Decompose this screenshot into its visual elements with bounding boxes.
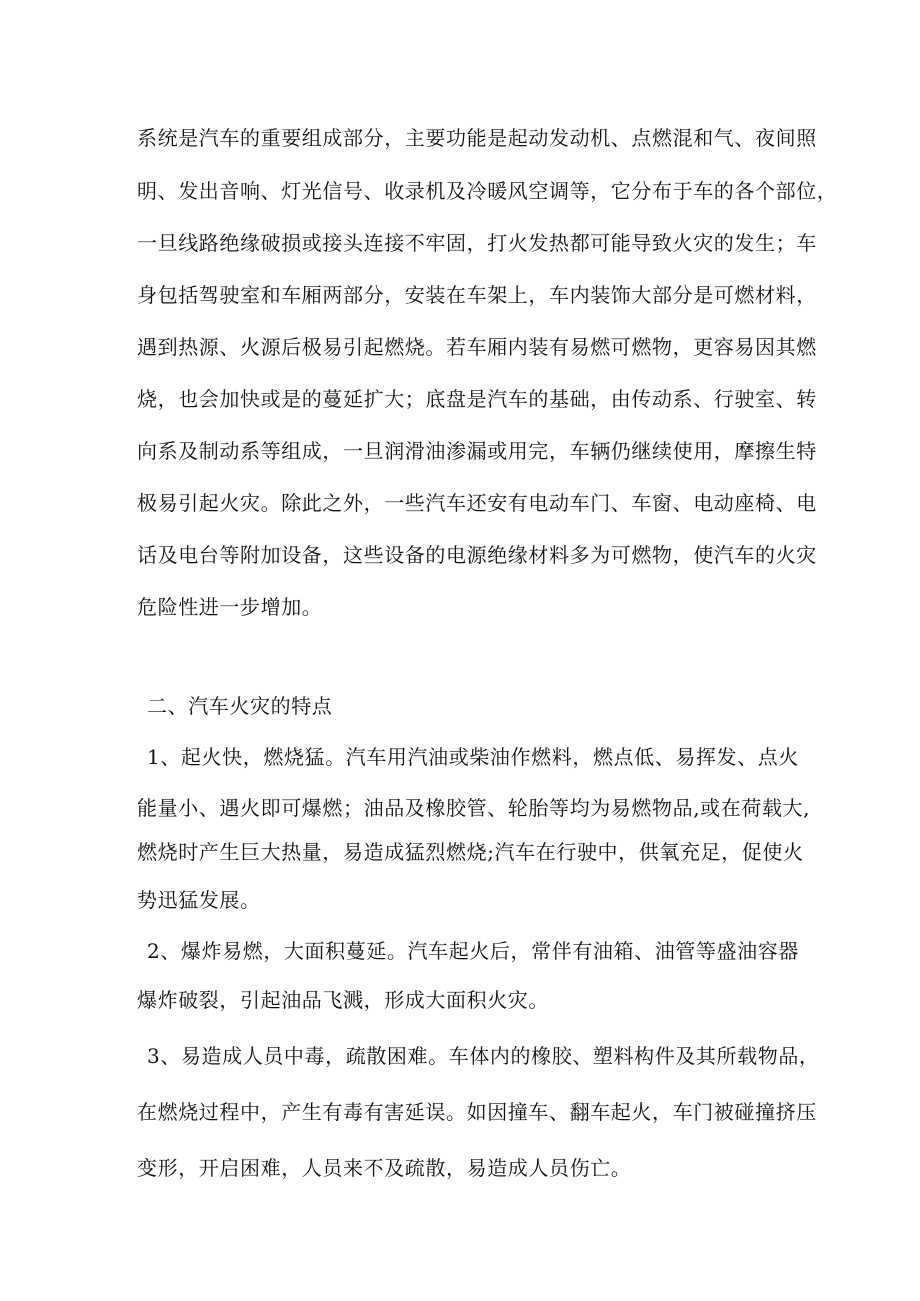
paragraph-line: 遇到热源、火源后极易引起燃烧。若车厢内装有易燃可燃物，更容易因其燃 (137, 335, 817, 359)
item-3-line: 3、易造成人员中毒，疏散困难。车体内的橡胶、塑料构件及其所载物品， (147, 1044, 820, 1068)
paragraph-line: 危险性进一步增加。 (137, 595, 323, 619)
paragraph-line: 一旦线路绝缘破损或接头连接不牢固，打火发热都可能导致火灾的发生；车 (137, 231, 817, 255)
paragraph-line: 话及电台等附加设备，这些设备的电源绝缘材料多为可燃物，使汽车的火灾 (137, 543, 817, 567)
paragraph-line: 极易引起火灾。除此之外，一些汽车还安有电动车门、车窗、电动座椅、电 (137, 491, 817, 515)
item-1-line: 能量小、遇火即可爆燃；油品及橡胶管、轮胎等均为易燃物品,或在荷载大, (137, 796, 811, 820)
item-1-line: 燃烧时产生巨大热量，易造成猛烈燃烧;汽车在行驶中，供氧充足，促使火 (137, 840, 804, 864)
paragraph-line: 烧，也会加快或是的蔓延扩大；底盘是汽车的基础，由传动系、行驶室、转 (137, 387, 817, 411)
item-2-line: 2、爆炸易燃，大面积蔓延。汽车起火后，常伴有油箱、油管等盛油容器 (147, 939, 799, 963)
paragraph-line: 系统是汽车的重要组成部分，主要功能是起动发动机、点燃混和气、夜间照 (137, 126, 817, 150)
section-heading: 二、汽车火灾的特点 (147, 694, 333, 718)
paragraph-line: 身包括驾驶室和车厢两部分，安装在车架上，车内装饰大部分是可燃材料， (137, 283, 817, 307)
paragraph-line: 明、发出音响、灯光信号、收录机及冷暖风空调等，它分布于车的各个部位， (137, 179, 838, 203)
item-3-line: 变形，开启困难，人员来不及疏散，易造成人员伤亡。 (137, 1156, 632, 1180)
item-1-line: 势迅猛发展。 (137, 888, 261, 912)
item-3-line: 在燃烧过程中，产生有毒有害延误。如因撞车、翻车起火，车门被碰撞挤压 (137, 1100, 817, 1124)
item-2-line: 爆炸破裂，引起油品飞溅，形成大面积火灾。 (137, 988, 549, 1012)
item-1-line: 1、起火快，燃烧猛。汽车用汽油或柴油作燃料，燃点低、易挥发、点火 (147, 745, 799, 769)
paragraph-line: 向系及制动系等组成，一旦润滑油渗漏或用完，车辆仍继续使用，摩擦生特 (137, 439, 817, 463)
